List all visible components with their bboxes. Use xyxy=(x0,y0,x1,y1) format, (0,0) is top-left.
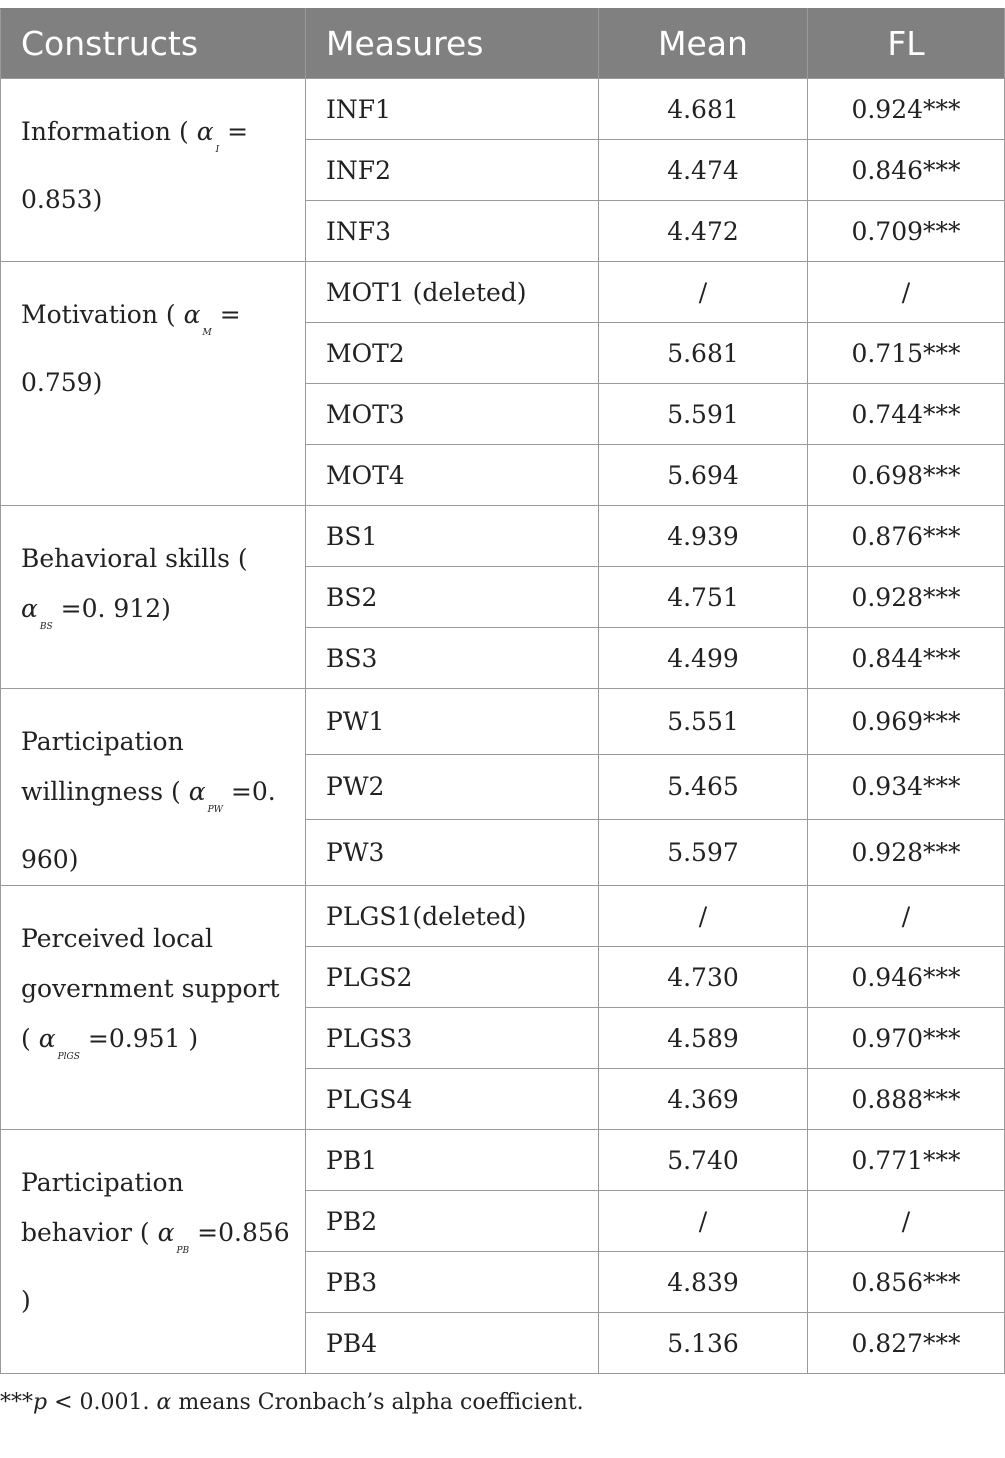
measure-cell: PB4 xyxy=(306,1313,599,1374)
table-footnote xyxy=(0,1390,584,1415)
footnote-stars: *** xyxy=(0,1390,33,1415)
mean-cell: 4.369 xyxy=(599,1069,808,1130)
mean-cell: 4.939 xyxy=(599,506,808,567)
footnote-alpha: α xyxy=(156,1390,172,1415)
measure-cell: PW3 xyxy=(306,820,599,886)
fl-cell: 0.709*** xyxy=(808,201,1005,262)
alpha-symbol: α xyxy=(196,117,214,146)
table-row xyxy=(1,1130,1005,1191)
construct-name: Information xyxy=(21,117,172,146)
fl-cell: 0.744*** xyxy=(808,384,1005,445)
measure-cell: INF1 xyxy=(306,79,599,140)
fl-cell: 0.856*** xyxy=(808,1252,1005,1313)
alpha-symbol: α xyxy=(157,1218,175,1247)
header-row xyxy=(1,9,1005,79)
measure-cell: MOT4 xyxy=(306,445,599,506)
fl-cell: 0.715*** xyxy=(808,323,1005,384)
table-row xyxy=(1,886,1005,947)
construct-cell: Motivation ( $\alpha_M= 0.759$) xyxy=(1,262,306,506)
footnote-threshold: < 0.001. xyxy=(47,1390,157,1415)
fl-cell: 0.924*** xyxy=(808,79,1005,140)
mean-cell: 5.681 xyxy=(599,323,808,384)
construct-cell: Participation willingness ( $\alpha_{PW}=0$. 960) xyxy=(1,689,306,886)
alpha-symbol: α xyxy=(183,300,201,329)
alpha-value: 0.759 xyxy=(21,368,93,397)
alpha-value: 0.951 xyxy=(108,1024,181,1053)
fl-cell: 0.928*** xyxy=(808,567,1005,628)
fl-cell: 0.888*** xyxy=(808,1069,1005,1130)
fl-cell: 0.846*** xyxy=(808,140,1005,201)
alpha-value: 0.853 xyxy=(21,185,93,214)
fl-cell: 0.698*** xyxy=(808,445,1005,506)
measure-cell: PW2 xyxy=(306,754,599,820)
measure-cell: BS3 xyxy=(306,628,599,689)
construct-cell: Participation behavior ( $\alpha_{PB}=0.856$ ) xyxy=(1,1130,306,1374)
table-row xyxy=(1,506,1005,567)
mean-cell: 4.499 xyxy=(599,628,808,689)
footnote-text: means Cronbach’s alpha coefficient. xyxy=(171,1390,584,1415)
fl-cell: 0.934*** xyxy=(808,754,1005,820)
fl-cell: / xyxy=(808,1191,1005,1252)
measure-cell: PLGS1(deleted) xyxy=(306,886,599,947)
mean-cell: 4.730 xyxy=(599,947,808,1008)
mean-cell: 4.681 xyxy=(599,79,808,140)
mean-cell: 5.591 xyxy=(599,384,808,445)
fl-cell: 0.970*** xyxy=(808,1008,1005,1069)
construct-name: Perceived local government support xyxy=(21,924,280,1003)
mean-cell: / xyxy=(599,886,808,947)
measure-cell: PB3 xyxy=(306,1252,599,1313)
fl-cell: 0.946*** xyxy=(808,947,1005,1008)
footnote-p: p xyxy=(33,1390,48,1415)
mean-cell: 5.597 xyxy=(599,820,808,886)
alpha-subscript: PB xyxy=(176,1246,190,1256)
mean-cell: 4.839 xyxy=(599,1252,808,1313)
cfa-results-table xyxy=(0,8,1005,1374)
header-fl: FL xyxy=(808,9,1005,79)
construct-name: Participation behavior xyxy=(21,1168,184,1247)
fl-cell: / xyxy=(808,886,1005,947)
alpha-subscript: BS xyxy=(39,622,53,632)
construct-cell: Perceived local government support ( $\alpha_{PlGS}=0.951$ ) xyxy=(1,886,306,1130)
fl-cell: 0.928*** xyxy=(808,820,1005,886)
mean-cell: / xyxy=(599,1191,808,1252)
measure-cell: BS2 xyxy=(306,567,599,628)
header-mean: Mean xyxy=(599,9,808,79)
measure-cell: PLGS3 xyxy=(306,1008,599,1069)
alpha-subscript: I xyxy=(215,145,220,155)
mean-cell: 5.136 xyxy=(599,1313,808,1374)
measure-cell: MOT2 xyxy=(306,323,599,384)
alpha-value: 0.856 xyxy=(218,1218,290,1247)
alpha-symbol: α xyxy=(21,594,38,623)
alpha-value: 0. 960 xyxy=(21,777,276,874)
fl-cell: 0.771*** xyxy=(808,1130,1005,1191)
mean-cell: 4.751 xyxy=(599,567,808,628)
fl-cell: / xyxy=(808,262,1005,323)
alpha-value: 0. 912 xyxy=(81,594,162,623)
table-row xyxy=(1,79,1005,140)
header-measures: Measures xyxy=(306,9,599,79)
measure-cell: MOT3 xyxy=(306,384,599,445)
measure-cell: PB1 xyxy=(306,1130,599,1191)
fl-cell: 0.969*** xyxy=(808,689,1005,755)
mean-cell: 4.474 xyxy=(599,140,808,201)
fl-cell: 0.844*** xyxy=(808,628,1005,689)
mean-cell: 4.589 xyxy=(599,1008,808,1069)
alpha-subscript: PW xyxy=(207,805,223,815)
header-constructs: Constructs xyxy=(1,9,306,79)
mean-cell: 4.472 xyxy=(599,201,808,262)
construct-name: Behavioral skills xyxy=(21,544,230,573)
mean-cell: 5.694 xyxy=(599,445,808,506)
fl-cell: 0.827*** xyxy=(808,1313,1005,1374)
construct-name: Participation willingness xyxy=(21,727,184,806)
measure-cell: BS1 xyxy=(306,506,599,567)
mean-cell: 5.465 xyxy=(599,754,808,820)
mean-cell: 5.740 xyxy=(599,1130,808,1191)
alpha-subscript: M xyxy=(202,328,212,338)
alpha-subscript: PlGS xyxy=(57,1052,80,1062)
construct-cell: Information ( $\alpha_I= 0.853$) xyxy=(1,79,306,262)
measure-cell: INF2 xyxy=(306,140,599,201)
alpha-symbol: α xyxy=(38,1024,56,1053)
construct-name: Motivation xyxy=(21,300,158,329)
measure-cell: PB2 xyxy=(306,1191,599,1252)
mean-cell: / xyxy=(599,262,808,323)
measure-cell: INF3 xyxy=(306,201,599,262)
measure-cell: PLGS4 xyxy=(306,1069,599,1130)
fl-cell: 0.876*** xyxy=(808,506,1005,567)
construct-cell: Behavioral skills ( $\alpha_{BS}=0$. 912) xyxy=(1,506,306,689)
table-row xyxy=(1,689,1005,755)
measure-cell: MOT1 (deleted) xyxy=(306,262,599,323)
measure-cell: PLGS2 xyxy=(306,947,599,1008)
mean-cell: 5.551 xyxy=(599,689,808,755)
measure-cell: PW1 xyxy=(306,689,599,755)
table-row xyxy=(1,262,1005,323)
alpha-symbol: α xyxy=(188,777,206,806)
